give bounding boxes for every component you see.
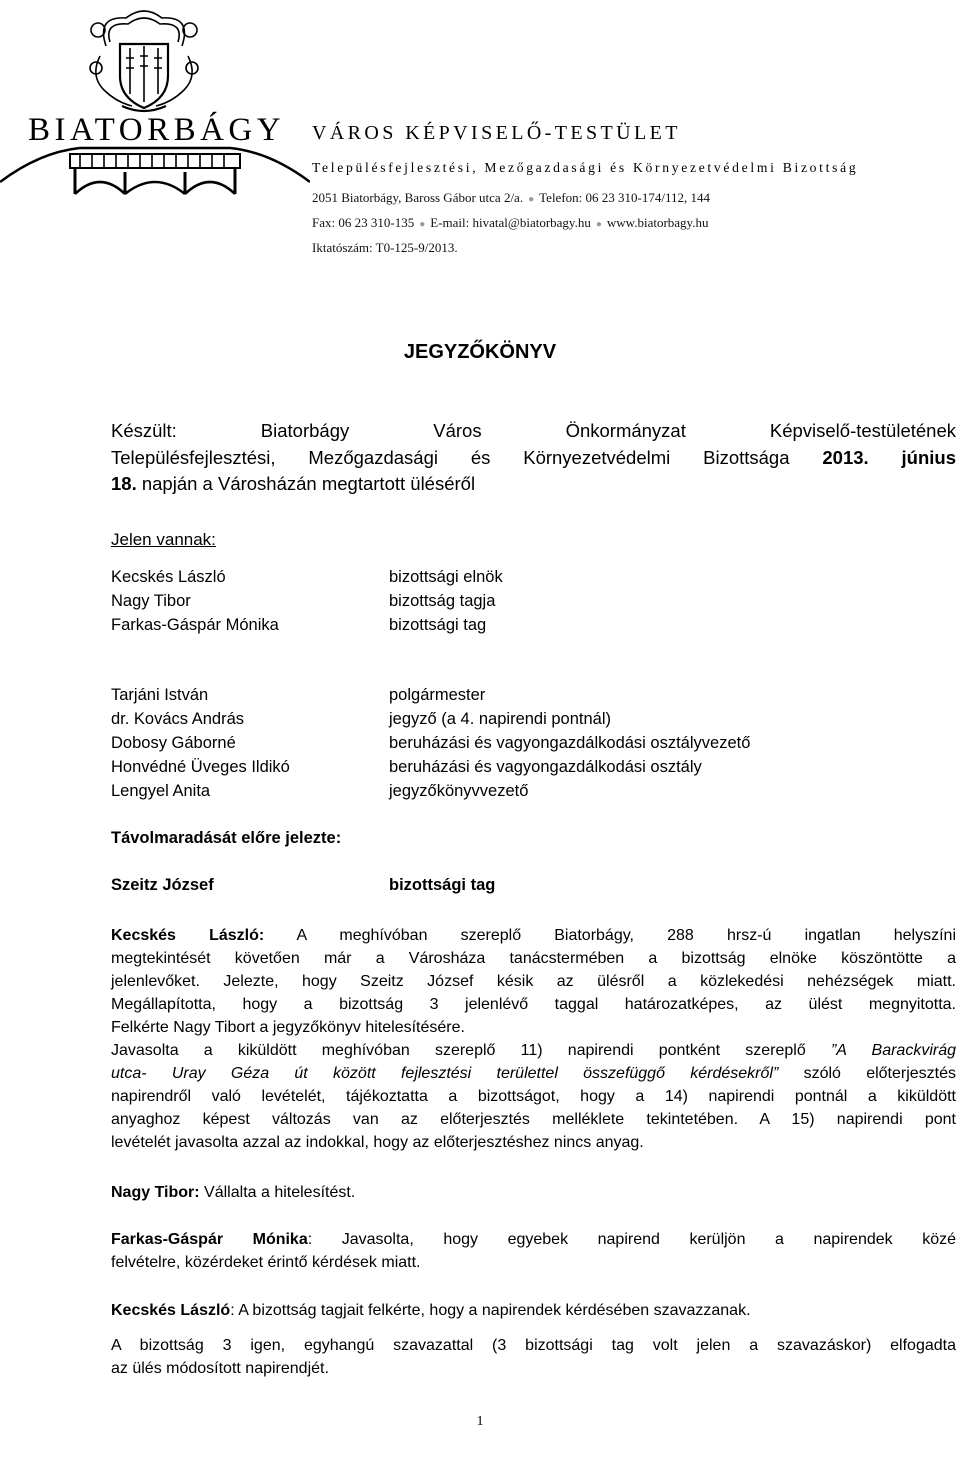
viaduct-bridge-icon (0, 142, 310, 198)
minutes-text: : A bizottság tagjait felkérte, hogy a napirendek kérdésében szavazzanak. (230, 1302, 751, 1319)
minutes-line: Megállapította, hogy a bizottság 3 jelenlévő taggal határozatképes, az ülést megnyitotta. (111, 996, 956, 1013)
guest-role: polgármester (389, 686, 486, 704)
contact-line-2 (312, 215, 708, 231)
member-name: Farkas-Gáspár Mónika (111, 616, 279, 634)
minutes-text: Javasolta a kiküldött meghívóban szereplő 11) napirendi pontként szereplő (111, 1042, 831, 1059)
agenda-item-title: ”A Barackvirág (830, 1042, 957, 1059)
agenda-item-title: utca- Uray Géza út között fejlesztési területtel összefüggő kérdésekről” (111, 1065, 779, 1082)
minutes-line: levételét javasolta azzal az indokkal, hogy az előterjesztéshez nincs anyag. (111, 1134, 644, 1151)
prepared-line-2 (111, 446, 956, 470)
committee-name: Településfejlesztési, Mezőgazdasági és Környezetvédelmi Bizottság (312, 160, 859, 175)
guest-name: Honvédné Üveges Ildikó (111, 758, 290, 776)
minutes-line: felvételre, közérdeket érintő kérdések miatt. (111, 1254, 421, 1271)
prepared-line-3 (111, 472, 956, 496)
minutes-line (111, 1063, 956, 1085)
minutes-line: napirendről való levételét, tájékoztatta a bizottságot, hogy a 14) napirendi pontnál a kiküldött (111, 1088, 956, 1105)
minutes-text: : Javasolta, hogy egyebek napirend kerüljön a napirendek közé (307, 1231, 957, 1248)
guest-role: beruházási és vagyongazdálkodási osztályvezető (389, 734, 751, 752)
speaker-name: Farkas-Gáspár Mónika (111, 1231, 308, 1248)
city-wordmark: BIATORBÁGY (28, 112, 286, 148)
document-title: JEGYZŐKÖNYV (403, 341, 557, 363)
speaker-name: Nagy Tibor: (111, 1184, 200, 1201)
minutes-line: jelenlevőket. Jelezte, hogy Szeitz József késik az ülésről a közlekedési nehézségek miatt. (111, 973, 956, 990)
present-heading: Jelen vannak: (111, 530, 216, 549)
guest-name: dr. Kovács András (111, 710, 244, 728)
fax: Fax: 06 23 310-135 (312, 215, 415, 230)
minutes-line: Felkérte Nagy Tibort a jegyzőkönyv hitelesítésére. (111, 1019, 465, 1036)
page-number: 1 (476, 1414, 484, 1429)
absent-heading: Távolmaradását előre jelezte: (111, 829, 342, 847)
minutes-line: az ülés módosított napirendjét. (111, 1360, 329, 1377)
letterhead (0, 0, 960, 270)
bullet-icon: ● (528, 194, 535, 205)
minutes-text: A meghívóban szereplő Biatorbágy, 288 hrsz-ú ingatlan helyszíni (264, 927, 957, 944)
speaker-name: Kecskés László: (111, 927, 265, 944)
meeting-date-part-2: 18. (111, 473, 137, 494)
minutes-line (111, 1040, 956, 1062)
prepared-line-1: Készült: Biatorbágy Város Önkormányzat Képviselő-testületének (111, 420, 956, 441)
minutes-line: anyaghoz képest változás van az előterjesztés melléklete tekintetében. A 15) napirendi pont (111, 1111, 956, 1128)
guest-role: beruházási és vagyongazdálkodási osztály (389, 758, 702, 776)
absent-name: Szeitz József (111, 876, 214, 894)
council-name: VÁROS KÉPVISELŐ-TESTÜLET (312, 122, 681, 144)
prepared-text: Településfejlesztési, Mezőgazdasági és Környezetvédelmi Bizottsága (111, 447, 823, 468)
minutes-line (111, 925, 956, 947)
member-role: bizottság tagja (389, 592, 496, 610)
coat-of-arms-icon (86, 6, 202, 116)
minutes-line: megtekintését követően már a Városháza tanácstermében a bizottság elnöke köszöntötte a (111, 950, 956, 967)
absent-role: bizottsági tag (389, 876, 496, 894)
guest-role: jegyző (a 4. napirendi pontnál) (389, 710, 611, 728)
bullet-icon: ● (419, 219, 426, 230)
minutes-text: Vállalta a hitelesítést. (199, 1184, 356, 1201)
minutes-line (111, 1182, 956, 1204)
speaker-name: Kecskés László (111, 1302, 231, 1319)
member-role: bizottsági elnök (389, 568, 503, 586)
minutes-line (111, 1300, 956, 1322)
minutes-line (111, 1229, 956, 1251)
minutes-text: szóló előterjesztés (778, 1065, 957, 1082)
guest-name: Tarjáni István (111, 686, 209, 704)
member-name: Nagy Tibor (111, 592, 191, 610)
bullet-icon: ● (595, 219, 602, 230)
guest-name: Dobosy Gáborné (111, 734, 236, 752)
prepared-text-end: napján a Városházán megtartott üléséről (136, 473, 476, 494)
member-name: Kecskés László (111, 568, 226, 586)
phone: Telefon: 06 23 310-174/112, 144 (539, 190, 710, 205)
minutes-line: A bizottság 3 igen, egyhangú szavazattal (3 bizottsági tag volt jelen a szavazáskor) elfogadta (111, 1337, 956, 1354)
reference-number: Iktatószám: T0-125-9/2013. (312, 240, 458, 255)
meeting-date-part-1: 2013. június (822, 447, 956, 468)
guest-name: Lengyel Anita (111, 782, 211, 800)
guest-role: jegyzőkönyvvezető (389, 782, 529, 800)
contact-line-1 (312, 190, 710, 206)
email[interactable]: E-mail: hivatal@biatorbagy.hu (430, 215, 591, 230)
member-role: bizottsági tag (389, 616, 487, 634)
website-link[interactable]: www.biatorbagy.hu (606, 215, 709, 230)
address: 2051 Biatorbágy, Baross Gábor utca 2/a. (312, 190, 524, 205)
